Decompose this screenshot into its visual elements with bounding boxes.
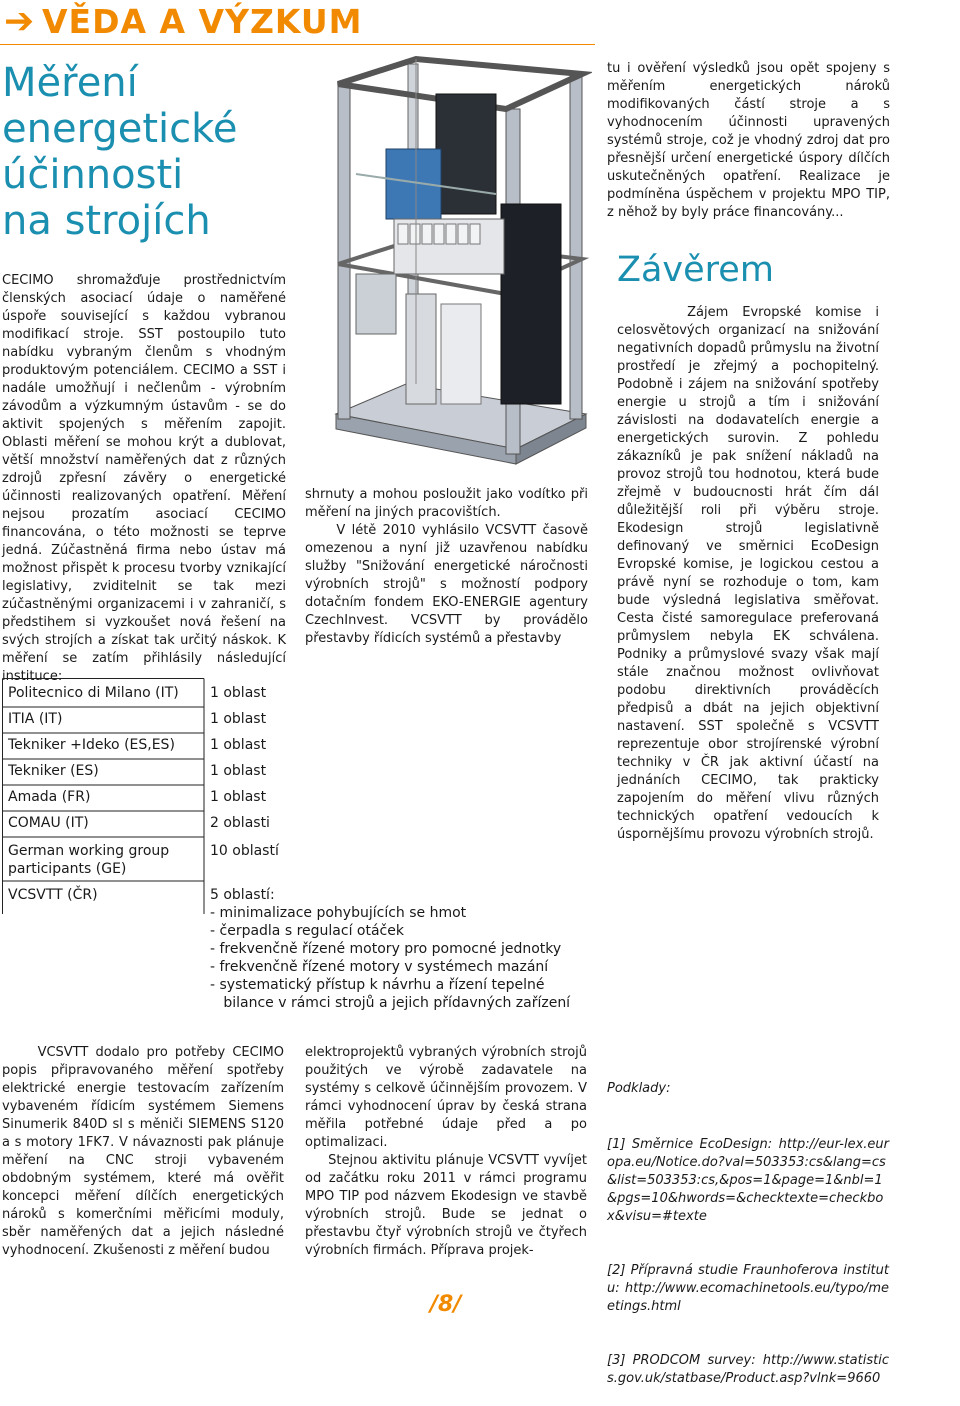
institution-name: VCSVTT (ČR) [8, 887, 98, 903]
header-rule [0, 44, 595, 45]
institution-name: German working group participants (GE) [8, 843, 170, 877]
section-label: VĚDA A VÝZKUM [42, 2, 363, 41]
institution-name: COMAU (IT) [8, 815, 89, 831]
area-count: 5 oblastí: - minimalizace pohybujících se hmot - čerpadla s regulací otáček - frekvenčně řízené motory pro pomocné jednotky - frekvenčně řízené motory v systémech mazání - systematický přístup k návrhu a řízení tepelné bilance v rámci strojů a jejich přídavných zařízení [210, 887, 571, 1011]
section-subheading: Závěrem [617, 250, 774, 290]
references [607, 1044, 889, 1406]
institution-name: Politecnico di Milano (IT) [8, 685, 179, 701]
conclusion-paragraph: Zájem Evropské komise i celosvětových organizací na snižování negativních dopadů průmyslu na životní prostředí je zřejmý a pochopitelný. Podobně i zájem na snižování spotřeby energie u strojů a tím i snižování závislosti na dodavatelích energie a energetických surovin. Z pohledu zákazníků je pak snížení nákladů na provoz strojů tou hodnotou, která bude zřejmě v budoucnosti hrát čím dál důležitější roli při výběru stroje. Ekodesign strojů legislativně definovaný ve směrnici EcoDesign Evropské komise, je logickou cestou a právě nyní se rozhoduje o tom, kam bude výsledná legislativa směřovat. Cesta čisté samoregulace preferovaná průmyslem nebyla EK schválena. Podniky a průmyslové svazy však mají stále značnou možnost ovlivňovat podobu direktivních prováděcích předpisů a dbát na jejich objektivní nastavení. SST společně s VCSVTT reprezentuje obor strojírenské výrobní techniky v ČR jak aktivní účastí na jednáních CECIMO, tak prakticky zapojením do měření vlivu různých technických opatření vedoucích k úspornějšímu provozu výrobních strojů. [617, 305, 884, 842]
bottom-paragraph-middle: elektroprojektů vybraných výrobních strojů použitých ve výrobě zadavatele na systémy s celkově účinnějším provozem. V rámci vyhodnocení úprav by česká strana měřila potřebné údaje před a po optimalizaci. Stejnou aktivitu plánuje VCSVTT vyvíjet od začátku roku 2011 v rámci programu MPO TIP pod názvem Ekodesign ve stavbě výrobních strojů. Bude se jednat o přestavbu čtyř výrobních strojů ve čtyřech výrobních firmách. Příprava projek- [305, 1045, 587, 1258]
arrow-right-icon: ➔ [4, 1, 35, 42]
institution-name: Amada (FR) [8, 789, 91, 805]
area-count: 1 oblast [210, 685, 267, 701]
title-line: účinnosti [2, 152, 184, 198]
column-three-paragraph: tu i ověření výsledků jsou opět spojeny s měřením energetických nároků modifikovaných částí stroje a s vyhodnocením účinnosti upravených systémů stroje, což je vhodný zdroj dat pro přesnější určení energetické úspory dílčích uskutečněných opatření. Realizace je podmíněna úspěchem v projektu MPO TIP, z něhož by byly práce financovány... [607, 61, 895, 220]
page-number: /8/ [430, 1292, 462, 1317]
title-line: Měření [2, 60, 138, 106]
area-count: 1 oblast [210, 737, 267, 753]
reference-item: [3] PRODCOM survey: http://www.statistics.gov.uk/statbase/Product.asp?vlnk=9660 [607, 1353, 889, 1386]
institution-name: Tekniker (ES) [8, 763, 99, 779]
institution-name: ITIA (IT) [8, 711, 63, 727]
reference-item: [1] Směrnice EcoDesign: http://eur-lex.europa.eu/Notice.do?val=503353:cs&lang=cs&list=503353:cs,&pos=1&page=1&nbl=1&pgs=10&hwords=&checktexte=checkbox&visu=#texte [607, 1137, 889, 1224]
area-count: 1 oblast [210, 711, 267, 727]
column-two-paragraph: shrnuty a mohou posloužit jako vodítko při měření na jiných pracovištích. V létě 2010 vyhlásilo VCSVTT časově omezenou a nyní již uzavřenou nabídku služby "Snižování energetické náročnosti výrobních strojů" s možností podpory dotačním fondem EKO-ENERGIE agentury CzechInvest. VCSVTT by provádělo přestavby řídicích systémů a přestavby [305, 487, 588, 646]
area-count: 2 oblasti [210, 815, 270, 831]
machine-frame-drawing [316, 54, 592, 480]
area-count: 1 oblast [210, 789, 267, 805]
area-count: 10 oblastí [210, 843, 279, 859]
intro-paragraph: CECIMO shromažďuje prostřednictvím členských asociací údaje o naměřené úspoře související s každou vybranou modifikací stroje. SST postoupilo tuto nabídku vybraným členům s vhodným produktovým potenciálem. CECIMO a SST i nadále umožňují i nečlenům - výrobním závodům a výzkumným ústavům - se do aktivit spojených s měřením zapojit. Oblasti měření se mohou krýt a dublovat, větší množství naměřených dat z různých zdrojů zpřesní závěry o energetické účinnosti realizovaných opatření. Měření nejsou prozatím asociací CECIMO financována, o této možnosti se teprve jedná. Zúčastněná firma nebo ústav má možnost přispět k procesu tvorby vznikající legislativy, zviditelnit se tak mezi zúčastněnými organizacemi i v zahraničí, s předstihem si vyzkoušet nová řešení na svých strojích a získat tak určitý náskok. K měření se zatím přihlásily následující instituce: [2, 273, 291, 684]
bottom-paragraph-left: VCSVTT dodalo pro potřeby CECIMO popis připravovaného měření spotřeby elektrické energie testovacím zařízením vybaveném řídicím systémem Siemens Sinumerik 840D sl s měniči SIEMENS S120 a s motory 1FK7. V návaznosti pak plánuje měření na CNC stroji vybaveném obdobným systémem, které má ověřit koncepci měření dílčích energetických nároků s komerčními měřicími moduly, sběr naměřených dat a jejich následné vyhodnocení. Zkušenosti z měření budou [2, 1045, 289, 1258]
title-line: na strojích [2, 198, 211, 244]
article-title [2, 60, 292, 244]
title-line: energetické [2, 106, 238, 152]
references-heading: Podklady: [607, 1081, 671, 1096]
area-count: 1 oblast [210, 763, 267, 779]
reference-item: [2] Přípravná studie Fraunhoferova institutu: http://www.ecomachinetools.eu/typo/meetings.html [607, 1263, 889, 1314]
machine-illustration [316, 54, 592, 480]
section-header [0, 0, 600, 44]
institution-name: Tekniker +Ideko (ES,ES) [8, 737, 175, 753]
